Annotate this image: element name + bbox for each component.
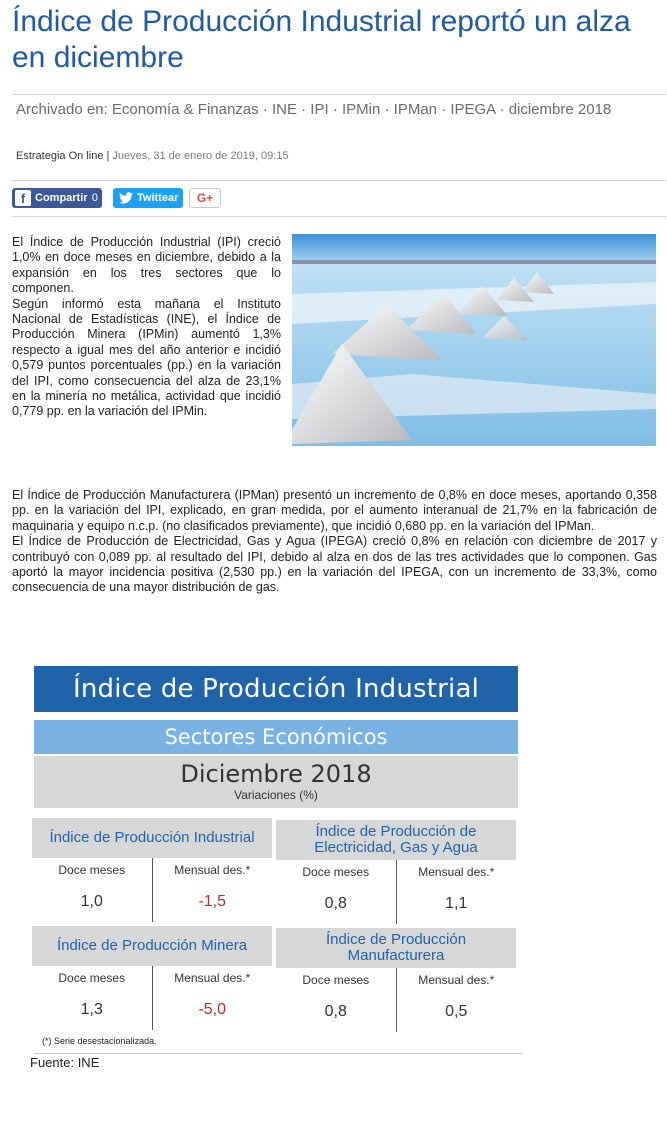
- panel-ipmin: [32, 926, 272, 1030]
- panel-ipega: [276, 820, 516, 924]
- facebook-icon: f: [15, 190, 31, 206]
- footnote-marker: (*): [42, 1036, 52, 1046]
- panel-ipega-title: Índice de Producción de Electricidad, Gas y Agua: [276, 820, 516, 860]
- salt-piles-image: [292, 234, 656, 446]
- panel-ipman-title: Índice de Producción Manufacturera: [276, 928, 516, 968]
- facebook-share-button[interactable]: [12, 188, 102, 208]
- infographic-period-box: [34, 756, 518, 808]
- panel-ipi-doce-value: 1,0: [32, 882, 153, 922]
- panel-ipman: [276, 928, 516, 1032]
- panel-ipmin-mensual-value: -5,0: [198, 1001, 227, 1018]
- publish-date: Jueves, 31 de enero de 2019, 09:15: [112, 150, 289, 162]
- article-title: Índice de Producción Industrial reportó un alza en diciembre: [12, 5, 631, 74]
- panel-ipi-col-mensual: Mensual des.*: [174, 863, 251, 877]
- archive-tags: [16, 102, 656, 117]
- panel-ipman-col-mensual: Mensual des.*: [418, 973, 495, 987]
- panel-ipega-mensual-value: 1,1: [445, 895, 468, 912]
- panel-ipega-col-mensual: Mensual des.*: [418, 865, 495, 879]
- infographic-source: Fuente: INE: [30, 1055, 100, 1070]
- infographic-unit: Variaciones (%): [234, 788, 318, 802]
- panel-ipman-doce-value: 0,8: [276, 992, 397, 1032]
- panel-ipman-col-doce: Doce meses: [276, 968, 397, 992]
- twitter-share-button[interactable]: [113, 188, 183, 208]
- twitter-share-label: Twittear: [137, 192, 179, 204]
- article-body: [12, 488, 657, 596]
- salt-flats-photo: [292, 234, 656, 446]
- panel-ipmin-col-doce: Doce meses: [32, 966, 153, 990]
- facebook-share-label: Compartir: [35, 192, 88, 204]
- infographic: [28, 662, 522, 1057]
- paragraph-1: El Índice de Producción Industrial (IPI) creció 1,0% en doce meses en diciembre, debido a la expansión en los tres sectores que lo componen.: [12, 235, 281, 296]
- facebook-share-count: 0: [91, 192, 98, 204]
- twitter-bird-icon: [119, 192, 133, 204]
- footnote-text: Serie desestacionalizada.: [54, 1036, 157, 1046]
- infographic-subtitle: Sectores Económicos: [34, 720, 518, 754]
- share-divider: [12, 216, 666, 217]
- article-intro: [12, 235, 281, 420]
- paragraph-3: El Índice de Producción Manufacturera (IPMan) presentó un incremento de 0,8% en doce meses, aportando 0,358 pp. en la variación del IPI, explicado, en gran medida, por el aumento interanual de 21,7% en la fabricación de maquinaria y equipo n.c.p. (no clasificados previamente), que incidió 0,680 pp. en la variación del IPMan.: [12, 488, 657, 533]
- panel-ipega-col-doce: Doce meses: [276, 860, 397, 884]
- infographic-title: Índice de Producción Industrial: [34, 666, 518, 712]
- panel-ipi-col-doce: Doce meses: [32, 858, 153, 882]
- title-divider: [12, 94, 666, 95]
- panel-ipega-doce-value: 0,8: [276, 884, 397, 924]
- tag-list[interactable]: Economía & Finanzas · INE · IPI · IPMin · IPMan · IPEGA · diciembre 2018: [111, 101, 612, 118]
- panel-ipmin-doce-value: 1,3: [32, 990, 153, 1030]
- archived-label: Archivado en:: [16, 101, 108, 118]
- paragraph-2: Según informó esta mañana el Instituto Nacional de Estadísticas (INE), el Índice de Producción Minera (IPMin) aumentó 1,3% respecto a igual mes del año anterior e incidió 0,579 puntos porcentuales (pp.) en la variación del IPI, como consecuencia del alza de 23,1% en la minería no metálica, actividad que incidió 0,779 pp. en la variación del IPMin.: [12, 296, 281, 419]
- byline-separator: |: [106, 150, 110, 162]
- infographic-footnote: [42, 1036, 157, 1046]
- panel-ipi-title: Índice de Producción Industrial: [32, 818, 272, 858]
- panel-ipmin-title: Índice de Producción Minera: [32, 926, 272, 966]
- panel-ipman-mensual-value: 0,5: [445, 1003, 468, 1020]
- panel-ipi: [32, 818, 272, 922]
- gplus-share-button[interactable]: [189, 188, 221, 208]
- byline-divider: [12, 180, 666, 181]
- footnote-divider: [34, 1053, 522, 1054]
- panel-ipi-mensual-value: -1,5: [198, 893, 227, 910]
- byline: [16, 150, 289, 162]
- author: Estrategia On line: [16, 150, 104, 162]
- gplus-icon: G+: [196, 191, 214, 205]
- panel-ipmin-col-mensual: Mensual des.*: [174, 971, 251, 985]
- infographic-period: Diciembre 2018: [180, 760, 372, 788]
- paragraph-4: El Índice de Producción de Electricidad, Gas y Agua (IPEGA) creció 0,8% en relación con diciembre de 2017 y contribuyó con 0,089 pp. al resultado del IPI, debido al alza en dos de las tres actividades que lo componen. Gas aportó la mayor incidencia positiva (2,530 pp.) en la variación del IPEGA, con un incremento de 33,3%, como consecuencia de una mayor distribución de gas.: [12, 534, 657, 595]
